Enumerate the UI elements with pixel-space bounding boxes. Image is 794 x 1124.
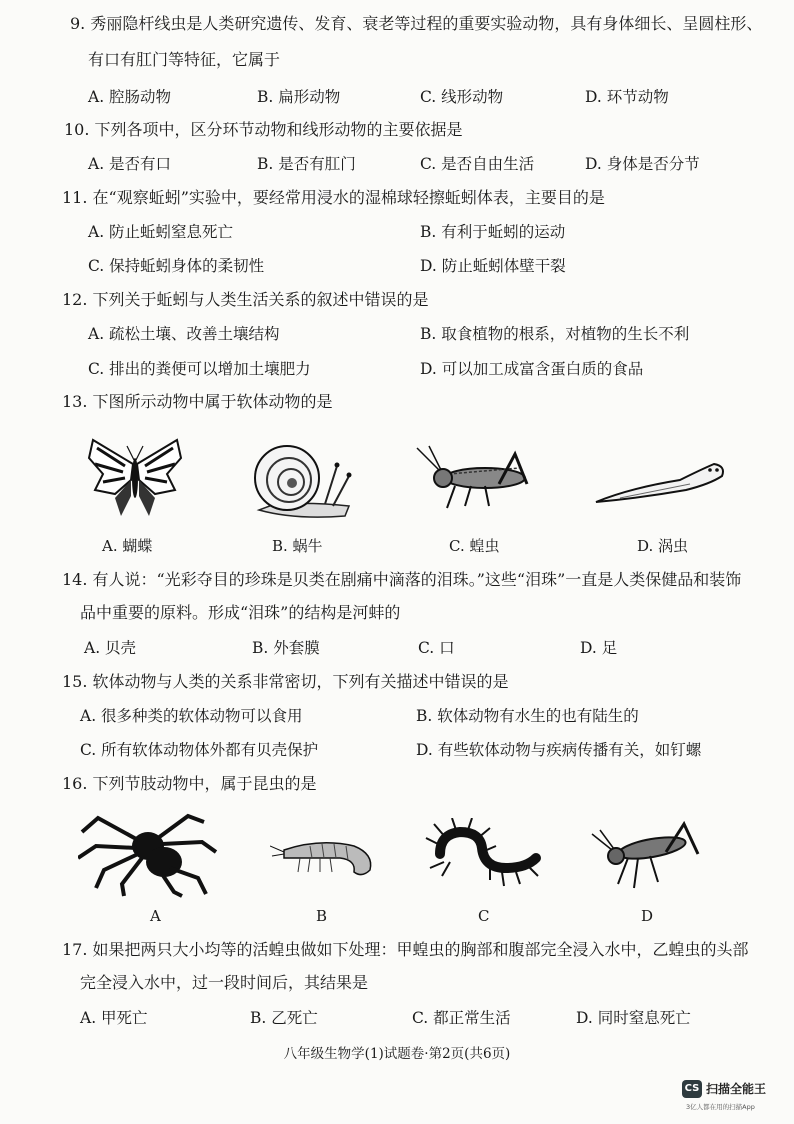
scanner-watermark bbox=[682, 1078, 788, 1118]
question-9-option-a: A. 腔肠动物 bbox=[88, 88, 172, 106]
question-15-line-1: 15. 软体动物与人类的关系非常密切，下列有关描述中错误的是 bbox=[62, 672, 509, 691]
question-17-line-2: 完全浸入水中，过一段时间后，其结果是 bbox=[80, 973, 369, 992]
question-13-line-1: 13. 下图所示动物中属于软体动物的是 bbox=[62, 392, 333, 411]
question-17-option-c: C. 都正常生活 bbox=[412, 1009, 511, 1027]
question-10-option-b: B. 是否有肛门 bbox=[257, 155, 356, 173]
question-15-option-b: B. 软体动物有水生的也有陆生的 bbox=[416, 707, 639, 725]
page-footer: 八年级生物学(1)试题卷·第2页(共6页) bbox=[283, 1046, 511, 1062]
question-15-option-a: A. 很多种类的软体动物可以食用 bbox=[80, 707, 303, 725]
question-15-option-d: D. 有些软体动物与疾病传播有关，如钉螺 bbox=[416, 741, 702, 759]
scanner-tagline: 3亿人都在用的扫描App bbox=[686, 1103, 755, 1111]
question-12-option-a: A. 疏松土壤、改善土壤结构 bbox=[88, 325, 280, 343]
question-13-caption-b: B. 蜗牛 bbox=[272, 537, 323, 555]
question-10-option-c: C. 是否自由生活 bbox=[420, 155, 535, 173]
question-14-option-b: B. 外套膜 bbox=[252, 639, 320, 657]
question-9-line-1: 9. 秀丽隐杆线虫是人类研究遗传、发育、衰老等过程的重要实验动物，具有身体细长、呈圆柱形、 bbox=[70, 14, 763, 33]
question-9-option-d: D. 环节动物 bbox=[585, 88, 669, 106]
grasshopper-figure bbox=[588, 818, 708, 894]
scanner-logo-icon: CS bbox=[682, 1080, 702, 1098]
question-12-option-c: C. 排出的粪便可以增加土壤肥力 bbox=[88, 360, 311, 378]
question-12-line-1: 12. 下列关于蚯蚓与人类生活关系的叙述中错误的是 bbox=[62, 290, 429, 309]
question-11-option-c: C. 保持蚯蚓身体的柔韧性 bbox=[88, 257, 265, 275]
question-13-caption-c: C. 蝗虫 bbox=[449, 537, 500, 555]
planarian-figure bbox=[590, 458, 730, 508]
question-9-line-2: 有口有肛门等特征，它属于 bbox=[88, 50, 281, 69]
question-14-option-c: C. 口 bbox=[418, 639, 455, 657]
spider-figure bbox=[78, 808, 218, 898]
question-16-caption-b: B bbox=[316, 907, 328, 925]
question-10-option-a: A. 是否有口 bbox=[88, 155, 172, 173]
question-10-option-d: D. 身体是否分节 bbox=[585, 155, 700, 173]
question-15-option-c: C. 所有软体动物体外都有贝壳保护 bbox=[80, 741, 319, 759]
question-14-line-1: 14. 有人说：“光彩夺目的珍珠是贝类在剧痛中滴落的泪珠。”这些“泪珠”一直是人类保健品和装饰 bbox=[62, 570, 742, 589]
shrimp-figure bbox=[270, 832, 380, 882]
centipede-figure bbox=[420, 818, 545, 888]
question-11-line-1: 11. 在“观察蚯蚓”实验中，要经常用浸水的湿棉球轻擦蚯蚓体表，主要目的是 bbox=[62, 188, 605, 207]
question-16-caption-d: D bbox=[641, 907, 654, 925]
question-9-option-b: B. 扁形动物 bbox=[257, 88, 341, 106]
butterfly-figure bbox=[85, 434, 185, 524]
question-14-option-d: D. 足 bbox=[580, 639, 618, 657]
question-14-line-2: 品中重要的原料。形成“泪珠”的结构是河蚌的 bbox=[80, 603, 401, 622]
question-16-line-1: 16. 下列节肢动物中，属于昆虫的是 bbox=[62, 774, 317, 793]
question-17-line-1: 17. 如果把两只大小均等的活蝗虫做如下处理：甲蝗虫的胸部和腹部完全浸入水中，乙蝗虫的头部 bbox=[62, 940, 749, 959]
question-12-option-d: D. 可以加工成富含蛋白质的食品 bbox=[420, 360, 644, 378]
question-17-option-d: D. 同时窒息死亡 bbox=[576, 1009, 691, 1027]
question-16-caption-a: A bbox=[150, 907, 161, 925]
question-14-option-a: A. 贝壳 bbox=[84, 639, 137, 657]
question-9-option-c: C. 线形动物 bbox=[420, 88, 504, 106]
question-13-caption-d: D. 涡虫 bbox=[637, 537, 689, 555]
grasshopper-figure bbox=[415, 444, 535, 514]
question-17-option-a: A. 甲死亡 bbox=[80, 1009, 148, 1027]
question-17-option-b: B. 乙死亡 bbox=[250, 1009, 318, 1027]
question-12-option-b: B. 取食植物的根系，对植物的生长不利 bbox=[420, 325, 690, 343]
question-10-line-1: 10. 下列各项中，区分环节动物和线形动物的主要依据是 bbox=[64, 120, 463, 139]
snail-figure bbox=[245, 436, 355, 526]
question-16-caption-c: C bbox=[478, 907, 490, 925]
question-13-caption-a: A. 蝴蝶 bbox=[102, 537, 153, 555]
question-11-option-a: A. 防止蚯蚓窒息死亡 bbox=[88, 223, 234, 241]
question-11-option-d: D. 防止蚯蚓体壁干裂 bbox=[420, 257, 566, 275]
scanner-app-name: 扫描全能王 bbox=[706, 1082, 767, 1096]
question-11-option-b: B. 有利于蚯蚓的运动 bbox=[420, 223, 566, 241]
